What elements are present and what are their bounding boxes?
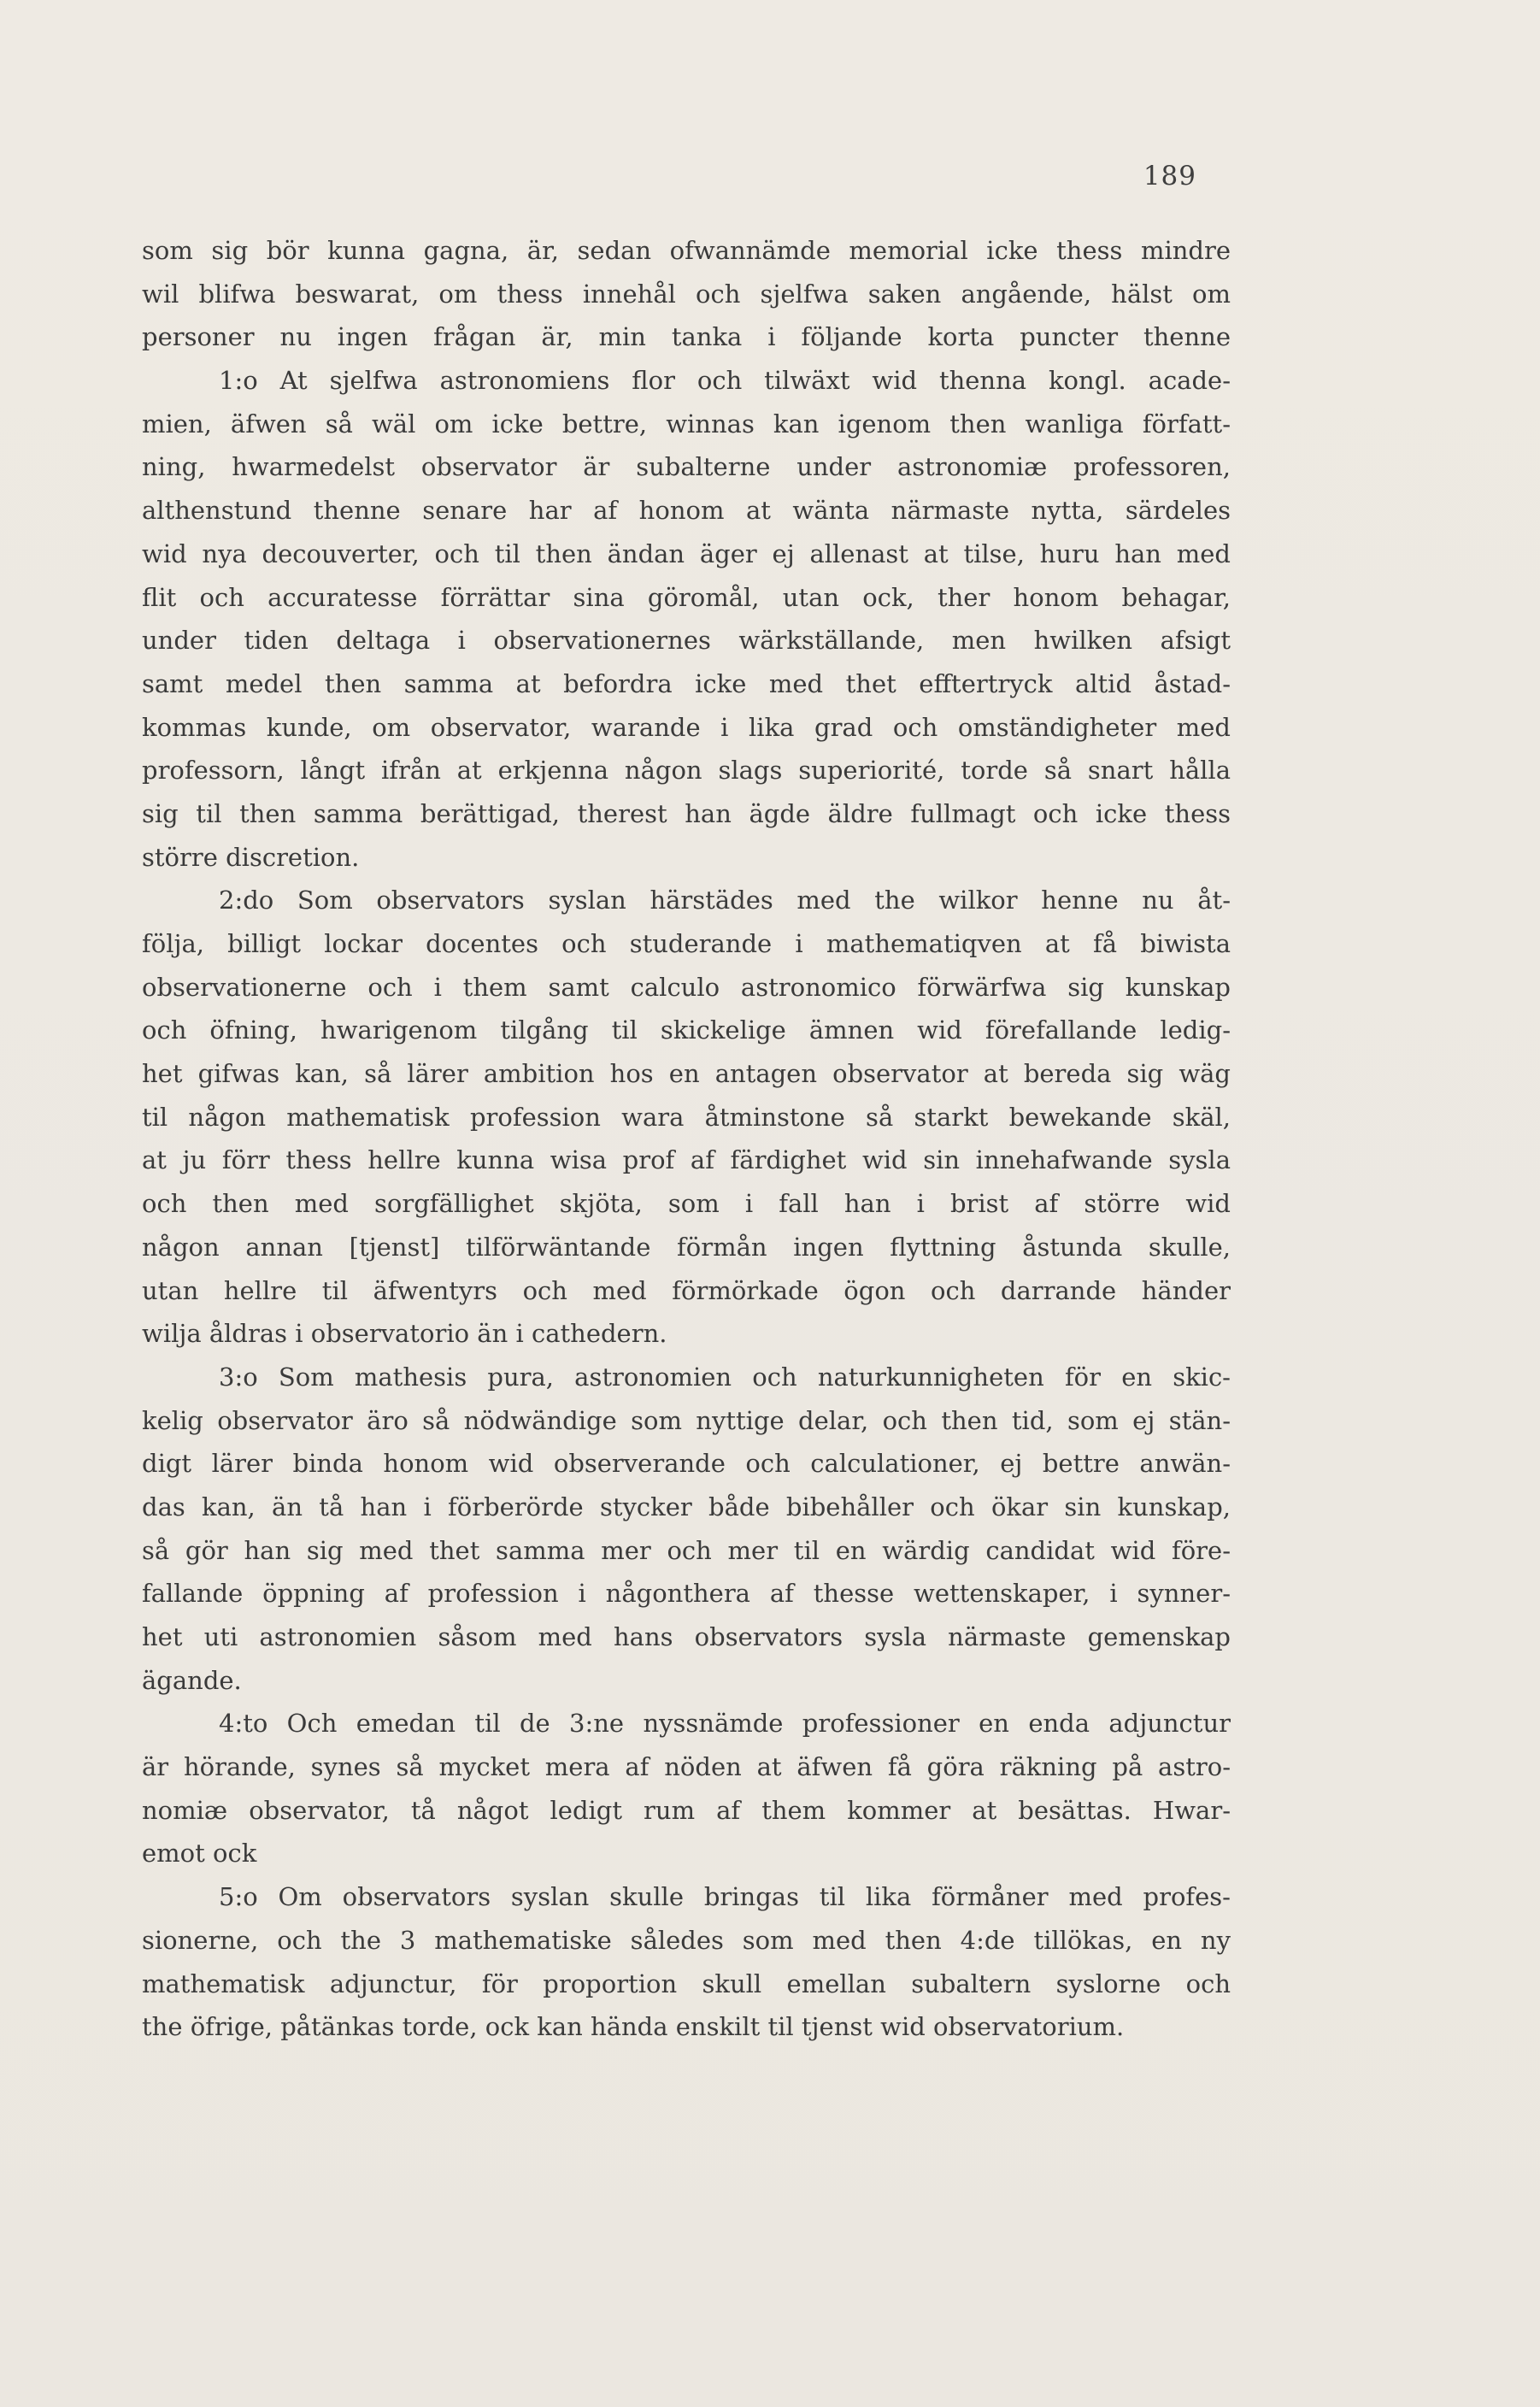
text-line: så gör han sig med thet samma mer och mer til en wärdig candidat wid före- [142, 1535, 1231, 1565]
text-line: wid nya decouverter, och til then ändan äger ej allenast at tilse, huru han med [142, 538, 1231, 568]
text-line: är hörande, synes så mycket mera af nöden at äfwen få göra räkning på astro- [142, 1752, 1231, 1782]
text-line: til någon mathematisk profession wara åtminstone så starkt bewekande skäl, [142, 1102, 1231, 1132]
text-line: professorn, långt ifrån at erkjenna någon slags superiorité, torde så snart hålla [142, 756, 1231, 786]
text-line: under tiden deltaga i observationernes wärkställande, men hwilken afsigt [142, 626, 1231, 656]
text-line: 3:o Som mathesis pura, astronomien och naturkunnigheten för en skic- [219, 1362, 1231, 1392]
text-line: och öfning, hwarigenom tilgång til skickelige ämnen wid förefallande ledig- [142, 1015, 1231, 1045]
text-line: 4:to Och emedan til de 3:ne nyssnämde professioner en enda adjunctur [219, 1709, 1231, 1739]
text-line: althenstund thenne senare har af honom at wänta närmaste nytta, särdeles [142, 496, 1231, 526]
text-line: samt medel then samma at befordra icke med thet efftertryck altid åstad- [142, 668, 1231, 698]
text-line: 5:o Om observators syslan skulle bringas til lika förmåner med profes- [219, 1882, 1231, 1912]
text-line: som sig bör kunna gagna, är, sedan ofwannämde memorial icke thess mindre [142, 236, 1231, 265]
page-number: 189 [1143, 161, 1196, 191]
text-line: sig til then samma berättigad, therest han ägde äldre fullmagt och icke thess [142, 798, 1231, 828]
text-line: at ju förr thess hellre kunna wisa prof af färdighet wid sin innehafwande sysla [142, 1145, 1231, 1175]
text-line: mien, äfwen så wäl om icke bettre, winnas kan igenom then wanliga författ- [142, 409, 1231, 438]
text-line: fallande öppning af profession i någonthera af thesse wettenskaper, i synner- [142, 1579, 1231, 1609]
body-text [142, 229, 1231, 2049]
text-line: emot ock [142, 1839, 257, 1869]
text-line: het gifwas kan, så lärer ambition hos en antagen observator at bereda sig wäg [142, 1059, 1231, 1089]
text-line: wilja åldras i observatorio än i cathedern. [142, 1319, 667, 1349]
text-line: flit och accuratesse förrättar sina göromål, utan ock, ther honom behagar, [142, 582, 1231, 612]
text-line: nomiæ observator, tå något ledigt rum af them kommer at besättas. Hwar- [142, 1795, 1231, 1825]
text-line: större discretion. [142, 842, 360, 872]
text-line: och then med sorgfällighet skjöta, som i fall han i brist af större wid [142, 1189, 1231, 1219]
text-line: wil blifwa beswarat, om thess innehål och sjelfwa saken angående, hälst om [142, 279, 1231, 309]
text-line: observationerne och i them samt calculo astronomico förwärfwa sig kunskap [142, 972, 1231, 1002]
text-line: utan hellre til äfwentyrs och med förmörkade ögon och darrande händer [142, 1275, 1231, 1305]
text-line: kelig observator äro så nödwändige som nyttige delar, och then tid, som ej stän- [142, 1405, 1231, 1435]
text-line: the öfrige, påtänkas torde, ock kan hända enskilt til tjenst wid observatorium. [142, 2012, 1125, 2042]
text-line: personer nu ingen frågan är, min tanka i följande korta puncter thenne [142, 322, 1231, 352]
text-line: någon annan [tjenst] tilförwäntande förmån ingen flyttning åstunda skulle, [142, 1232, 1231, 1262]
text-line: sionerne, och the 3 mathematiske således som med then 4:de tillökas, en ny [142, 1925, 1231, 1955]
text-line: het uti astronomien såsom med hans observators sysla närmaste gemenskap [142, 1622, 1231, 1651]
text-line: 1:o At sjelfwa astronomiens flor och tilwäxt wid thenna kongl. acade- [219, 366, 1231, 396]
text-line: kommas kunde, om observator, warande i lika grad och omständigheter med [142, 712, 1231, 742]
text-line: följa, billigt lockar docentes och studerande i mathematiqven at få biwista [142, 929, 1231, 958]
text-line: ning, hwarmedelst observator är subalterne under astronomiæ professoren, [142, 452, 1231, 482]
text-line: mathematisk adjunctur, för proportion skull emellan subaltern syslorne och [142, 1969, 1231, 1998]
text-line: ägande. [142, 1665, 242, 1695]
text-line: 2:do Som observators syslan härstädes med the wilkor henne nu åt- [219, 886, 1231, 915]
text-line: digt lärer binda honom wid observerande och calculationer, ej bettre anwän- [142, 1449, 1231, 1479]
text-line: das kan, än tå han i förberörde stycker både bibehåller och ökar sin kunskap, [142, 1492, 1231, 1521]
